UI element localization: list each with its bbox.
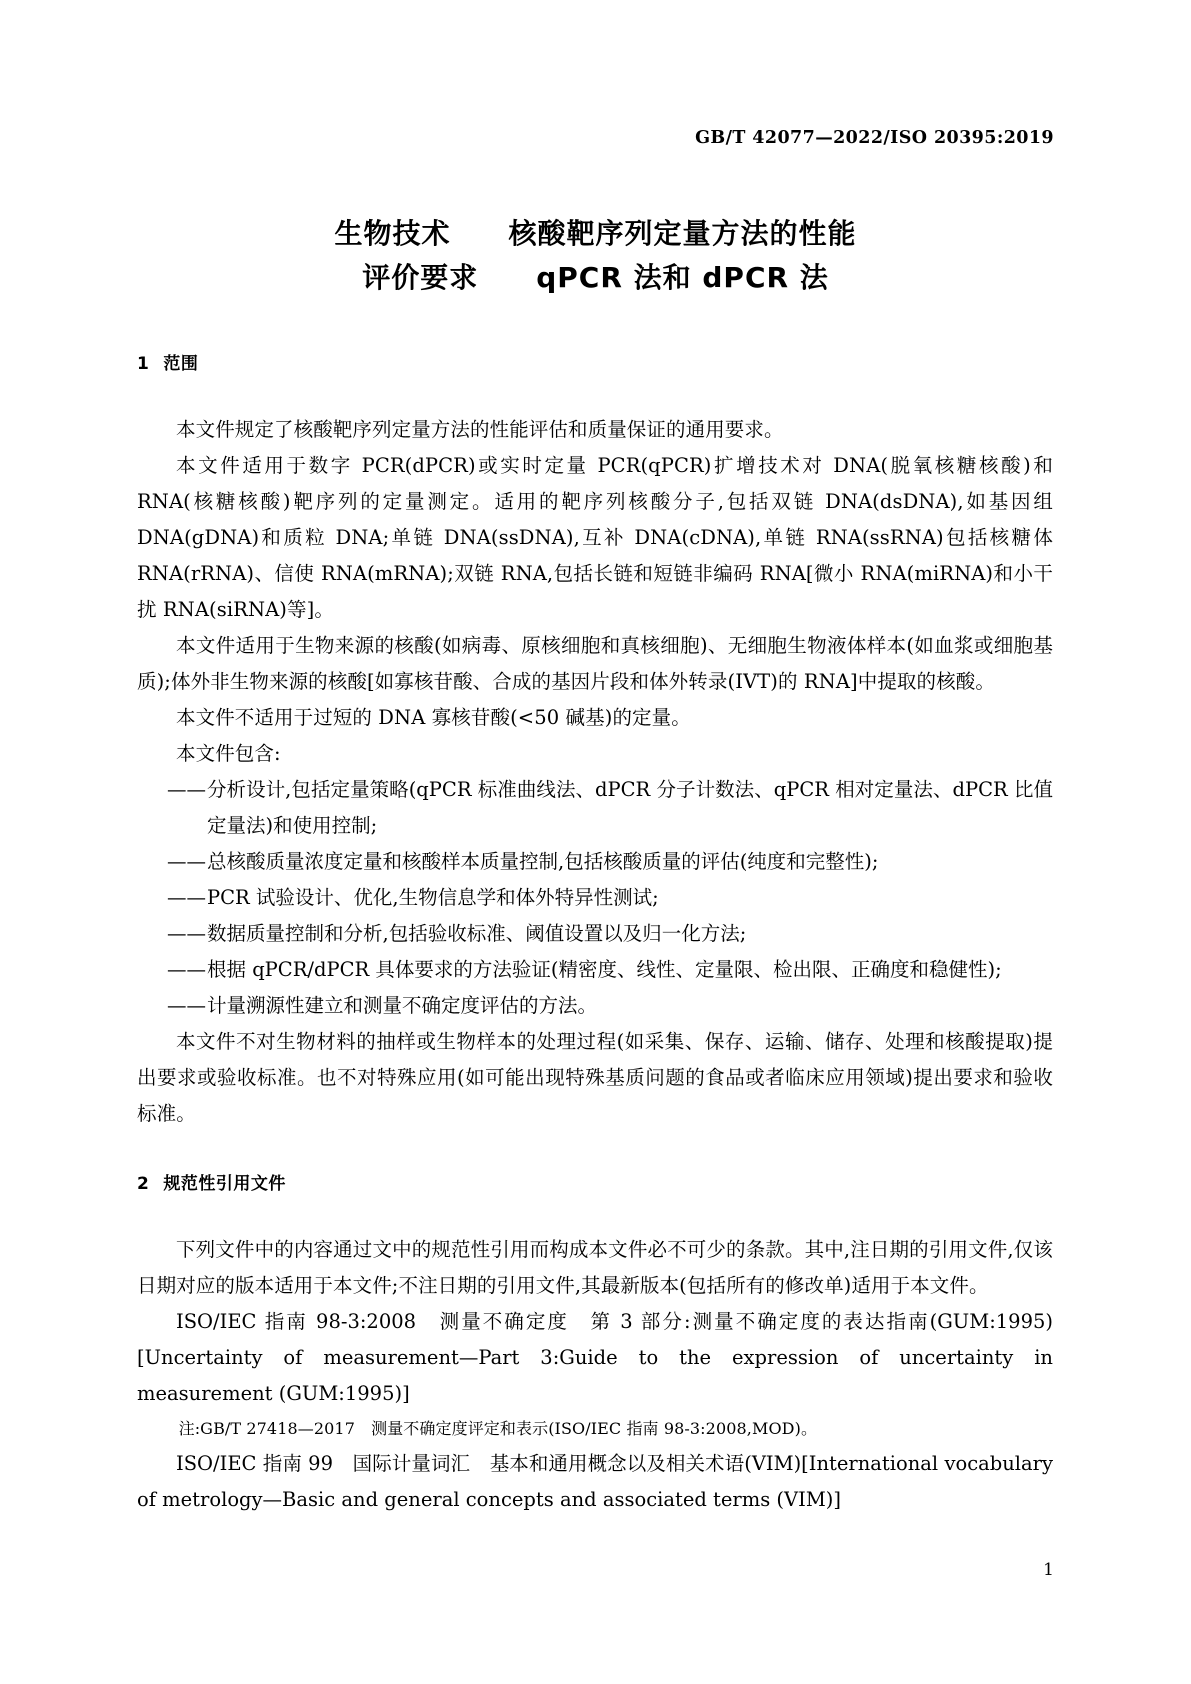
list-item-text: 数据质量控制和分析,包括验收标准、阈值设置以及归一化方法; [207,922,747,945]
paragraph: 本文件不对生物材料的抽样或生物样本的处理过程(如采集、保存、运输、储存、处理和核酸提取)提出要求或验收标准。也不对特殊应用(如可能出现特殊基质问题的食品或者临床应用领域)提出要求和验收标准。 [137,1030,1053,1125]
normative-reference: ISO/IEC 指南 98-3:2008 测量不确定度 第 3 部分:测量不确定度的表达指南(GUM:1995)[Uncertainty of measurement—Part 3:Guide to the expression of uncertainty in measurement (GUM:1995)] [137,1310,1053,1405]
list-item [137,880,1053,916]
list-item [137,772,1053,844]
page-title [0,212,1191,300]
page-title-line-1: 生物技术 核酸靶序列定量方法的性能 [334,217,857,250]
paragraph: 下列文件中的内容通过文中的规范性引用而构成本文件必不可少的条款。其中,注日期的引用文件,仅该日期对应的版本适用于本文件;不注日期的引用文件,其最新版本(包括所有的修改单)适用于本文件。 [137,1238,1053,1297]
paragraph: 本文件包含: [176,742,281,765]
document-body [137,352,1053,1518]
list-item [137,988,1053,1024]
dash-marker: —— [167,850,206,873]
spacer [137,1132,1053,1172]
section-heading-scope [137,352,1053,376]
dash-marker: —— [167,922,206,945]
spacer [137,1196,1053,1232]
section-heading-normative-references [137,1172,1053,1196]
dash-marker: —— [167,994,206,1017]
dash-marker: —— [167,778,206,801]
section-title: 规范性引用文件 [163,1174,286,1194]
section-number: 1 [137,354,150,374]
paragraph: 本文件规定了核酸靶序列定量方法的性能评估和质量保证的通用要求。 [176,418,784,441]
paragraph: 本文件不适用于过短的 DNA 寡核苷酸(<50 碱基)的定量。 [176,706,691,729]
page-number: 1 [1043,1560,1054,1580]
paragraph: 本文件适用于数字 PCR(dPCR)或实时定量 PCR(qPCR)扩增技术对 DNA(脱氧核糖核酸)和 RNA(核糖核酸)靶序列的定量测定。适用的靶序列核酸分子,包括双链 DNA(dsDNA),如基因组 DNA(gDNA)和质粒 DNA;单链 DNA(ssDNA),互补 DNA(cDNA),单链 RNA(ssRNA)包括核糖体 RNA(rRNA)、信使 RNA(mRNA);双链 RNA,包括长链和短链非编码 RNA[微小 RNA(miRNA)和小干扰 RNA(siRNA)等]。 [137,454,1053,621]
list-item-text: 根据 qPCR/dPCR 具体要求的方法验证(精密度、线性、定量限、检出限、正确度和稳健性); [207,958,1002,981]
section-number: 2 [137,1174,150,1194]
list-item-text: 总核酸质量浓度定量和核酸样本质量控制,包括核酸质量的评估(纯度和完整性); [207,850,879,873]
page-title-line-2: 评价要求 qPCR 法和 dPCR 法 [362,261,829,294]
section-title: 范围 [163,354,199,374]
list-item-text: PCR 试验设计、优化,生物信息学和体外特异性测试; [207,886,659,909]
spacer [137,376,1053,412]
dash-marker: —— [167,958,206,981]
normative-reference: ISO/IEC 指南 99 国际计量词汇 基本和通用概念以及相关术语(VIM)[International vocabulary of metrology—Basic and general concepts and associated terms (VIM)] [137,1452,1053,1511]
running-header-standard-ref: GB/T 42077—2022/ISO 20395:2019 [695,128,1054,148]
list-item [137,916,1053,952]
list-item [137,952,1053,988]
paragraph: 本文件适用于生物来源的核酸(如病毒、原核细胞和真核细胞)、无细胞生物液体样本(如血浆或细胞基质);体外非生物来源的核酸[如寡核苷酸、合成的基因片段和体外转录(IVT)的 RNA]中提取的核酸。 [137,634,1053,693]
normative-reference-note: 注:GB/T 27418—2017 测量不确定度评定和表示(ISO/IEC 指南 98-3:2008,MOD)。 [178,1419,818,1438]
list-item-text: 计量溯源性建立和测量不确定度评估的方法。 [207,994,598,1017]
scope-dash-list [137,772,1053,1024]
dash-marker: —— [167,886,206,909]
list-item-text: 分析设计,包括定量策略(qPCR 标准曲线法、dPCR 分子计数法、qPCR 相对定量法、dPCR 比值定量法)和使用控制; [207,778,1053,837]
list-item [137,844,1053,880]
